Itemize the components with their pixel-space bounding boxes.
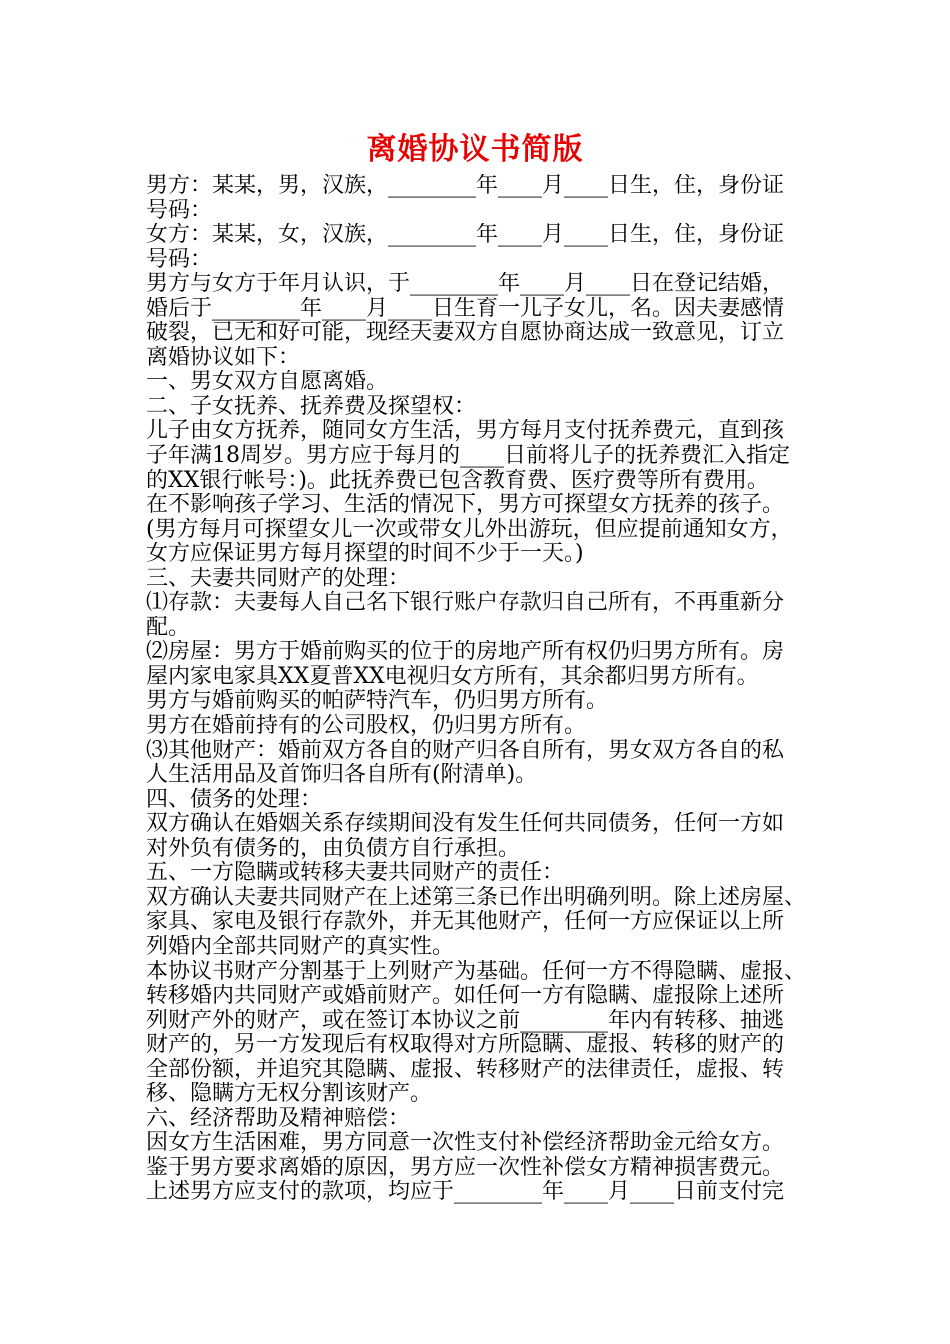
text-line: ⑵房屋：男方于婚前购买的位于的房地产所有权仍归男方所有。房 [146,640,785,665]
text-line: 五、一方隐瞒或转移夫妻共同财产的责任： [146,861,565,886]
text-line: 男方与婚前购买的帕萨特汽车，仍归男方所有。 [146,689,609,714]
text-line: 转移婚内共同财产或婚前财产。如任何一方有隐瞒、虚报除上述所 [146,984,785,1009]
text-line: 因女方生活困难，男方同意一次性支付补偿经济帮助金元给女方。 [146,1131,785,1156]
text-line: 女方应保证男方每月探望的时间不少于一天。) [146,542,584,567]
text-line: 儿子由女方抚养，随同女方生活，男方每月支付抚养费元，直到孩 [146,419,785,444]
text-line: 在不影响孩子学习、生活的情况下，男方可探望女方抚养的孩子。 [146,493,785,518]
text-line: 双方确认夫妻共同财产在上述第三条已作出明确列明。除上述房屋、 [146,885,807,910]
text-line: 鉴于男方要求离婚的原因，男方应一次性补偿女方精神损害费元。 [146,1155,785,1180]
text-line: (男方每月可探望女儿一次或带女儿外出游玩，但应提前通知女方， [146,517,793,542]
text-line: 的XX银行帐号：)。此抚养费已包含教育费、医疗费等所有费用。 [146,468,769,493]
text-line: 家具、家电及银行存款外，并无其他财产，任何一方应保证以上所 [146,910,785,935]
text-line: 人生活用品及首饰归各自所有(附清单)。 [146,763,538,788]
text-line: 二、子女抚养、抚养费及探望权： [146,394,477,419]
text-line: 六、经济帮助及精神赔偿： [146,1106,411,1131]
text-line: ⑴存款：夫妻每人自己名下银行账户存款归自己所有，不再重新分 [146,591,785,616]
text-line: 破裂，已无和好可能，现经夫妻双方自愿协商达成一致意见，订立 [146,321,785,346]
text-line: 男方在婚前持有的公司股权，仍归男方所有。 [146,714,587,739]
text-line: 对外负有债务的，由负债方自行承担。 [146,836,521,861]
text-line: 女方：某某，女，汉族，________年____月____日生，住，身份证 [146,223,785,248]
text-line: 子年满18周岁。男方应于每月的____日前将儿子的抚养费汇入指定 [146,444,790,469]
document-body [146,174,808,1205]
text-line: 号码： [146,198,213,223]
text-line: 男方：某某，男，汉族，________年____月____日生，住，身份证 [146,174,785,198]
text-line: 全部份额，并追究其隐瞒、虚报、转移财产的法律责任，虚报、转 [146,1057,785,1082]
text-line: 列财产外的财产，或在签订本协议之前________年内有转移、抽逃 [146,1008,785,1033]
text-line: 屋内家电家具XX夏普XX电视归女方所有，其余都归男方所有。 [146,664,759,689]
text-line: 男方与女方于年月认识，于________年____月____日在登记结婚， [146,272,785,297]
text-line: 号码： [146,247,213,272]
text-line: 四、债务的处理： [146,787,323,812]
text-line: 婚后于________年____月____日生育一儿子女儿，名。因夫妻感情 [146,296,785,321]
text-line: 离婚协议如下： [146,345,301,370]
text-line: 本协议书财产分割基于上列财产为基础。任何一方不得隐瞒、虚报、 [146,959,807,984]
text-line: 财产的，另一方发现后有权取得对方所隐瞒、虚报、转移的财产的 [146,1033,785,1058]
text-line: 配。 [146,615,191,640]
document-title: 离婚协议书简版 [366,132,584,167]
text-line: 上述男方应支付的款项，均应于________年____月____日前支付完 [146,1180,785,1205]
text-line: 列婚内全部共同财产的真实性。 [146,934,455,959]
text-line: 移、隐瞒方无权分割该财产。 [146,1082,433,1107]
text-line: ⑶其他财产：婚前双方各自的财产归各自所有，男女双方各自的私 [146,738,785,763]
text-line: 三、夫妻共同财产的处理： [146,566,411,591]
text-line: 一、男女双方自愿离婚。 [146,370,389,395]
text-line: 双方确认在婚姻关系存续期间没有发生任何共同债务，任何一方如 [146,812,785,837]
